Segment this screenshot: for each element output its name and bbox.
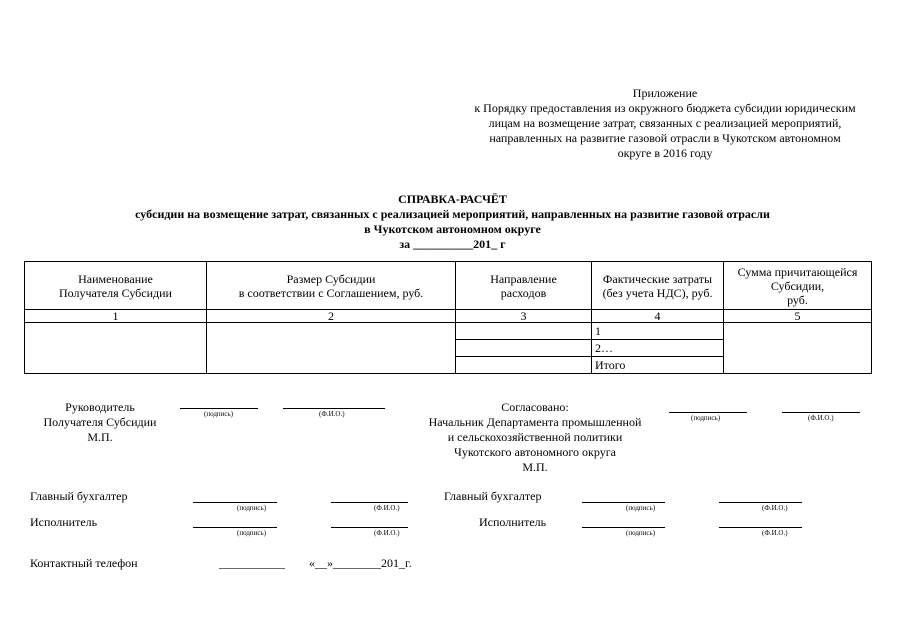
chief-accountant-label: Главный бухгалтер: [444, 489, 542, 503]
document-subtitle: в Чукотском автономном округе: [364, 222, 541, 236]
date-blank: «__»________201_г.: [309, 556, 412, 570]
row-label-total: Итого: [592, 357, 724, 374]
calculation-table: [24, 261, 872, 374]
name-line: [782, 412, 860, 413]
table-row: [25, 323, 872, 340]
name-line: [331, 527, 408, 528]
direction-cell: [456, 340, 592, 357]
direction-cell: [456, 323, 592, 340]
name-line: [719, 527, 802, 528]
signature-line: [193, 527, 277, 528]
signature-line: [180, 408, 258, 409]
appendix-line: Приложение: [632, 86, 698, 100]
appendix-block: [430, 86, 900, 161]
document-period: за __________201_ г: [399, 237, 506, 251]
head-signature-label: Руководитель Получателя Субсидии М.П.: [43, 400, 157, 444]
signature-line: [193, 502, 277, 503]
executor-label: Исполнитель: [479, 515, 547, 529]
column-number: 5: [724, 310, 872, 323]
appendix-line: округе в 2016 году: [617, 146, 713, 160]
table-header-row: [25, 262, 872, 310]
name-hint: (Ф.И.О.): [762, 529, 788, 537]
header-recipient: Наименование Получателя Субсидии: [25, 262, 207, 310]
row-label: 1: [592, 323, 724, 340]
header-due-subsidy: Сумма причитающейся Субсидии, руб.: [724, 262, 872, 310]
signature-hint: (подпись): [626, 529, 656, 537]
header-actual-costs: Фактические затраты (без учета НДС), руб.: [592, 262, 724, 310]
name-hint: (Ф.И.О.): [374, 504, 400, 512]
appendix-line: к Порядку предоставления из окружного бюджета субсидии юридическим: [474, 101, 856, 115]
column-number: 1: [25, 310, 207, 323]
approval-label: Согласовано: Начальник Департамента промышленной и сельскохозяйственной политики Чукотского автономного округа М.П.: [428, 400, 642, 474]
table-number-row: [25, 310, 872, 323]
recipient-cell: [25, 323, 207, 374]
row-label: 2…: [592, 340, 724, 357]
appendix-line: лицам на возмещение затрат, связанных с реализацией мероприятий,: [488, 116, 842, 130]
appendix-line: направленных на развитие газовой отрасли в Чукотском автономном: [489, 131, 841, 145]
document-title: СПРАВКА-РАСЧЁТ: [398, 192, 507, 206]
name-line: [719, 502, 802, 503]
header-subsidy-amount: Размер Субсидии в соответствии с Соглашением, руб.: [207, 262, 456, 310]
column-number: 3: [456, 310, 592, 323]
signature-hint: (подпись): [691, 414, 721, 422]
contact-phone-label: Контактный телефон: [30, 556, 138, 570]
column-number: 2: [207, 310, 456, 323]
executor-label: Исполнитель: [30, 515, 98, 529]
name-hint: (Ф.И.О.): [808, 414, 834, 422]
signature-hint: (подпись): [204, 410, 234, 418]
document-subtitle: субсидии на возмещение затрат, связанных с реализацией мероприятий, направленных на развитие газовой отрасли: [135, 207, 770, 221]
signature-line: [582, 502, 665, 503]
column-number: 4: [592, 310, 724, 323]
header-expense-direction: Направление расходов: [456, 262, 592, 310]
signature-hint: (подпись): [237, 504, 267, 512]
subsidy-amount-cell: [207, 323, 456, 374]
signature-line: [582, 527, 665, 528]
signature-hint: (подпись): [626, 504, 656, 512]
name-hint: (Ф.И.О.): [374, 529, 400, 537]
signature-line: [669, 412, 747, 413]
chief-accountant-label: Главный бухгалтер: [30, 489, 128, 503]
document-title-block: [0, 192, 905, 252]
name-line: [283, 408, 385, 409]
due-subsidy-cell: [724, 323, 872, 374]
name-line: [331, 502, 408, 503]
direction-cell: [456, 357, 592, 374]
name-hint: (Ф.И.О.): [762, 504, 788, 512]
signature-hint: (подпись): [237, 529, 267, 537]
name-hint: (Ф.И.О.): [319, 410, 345, 418]
phone-blank: ___________: [219, 556, 285, 570]
